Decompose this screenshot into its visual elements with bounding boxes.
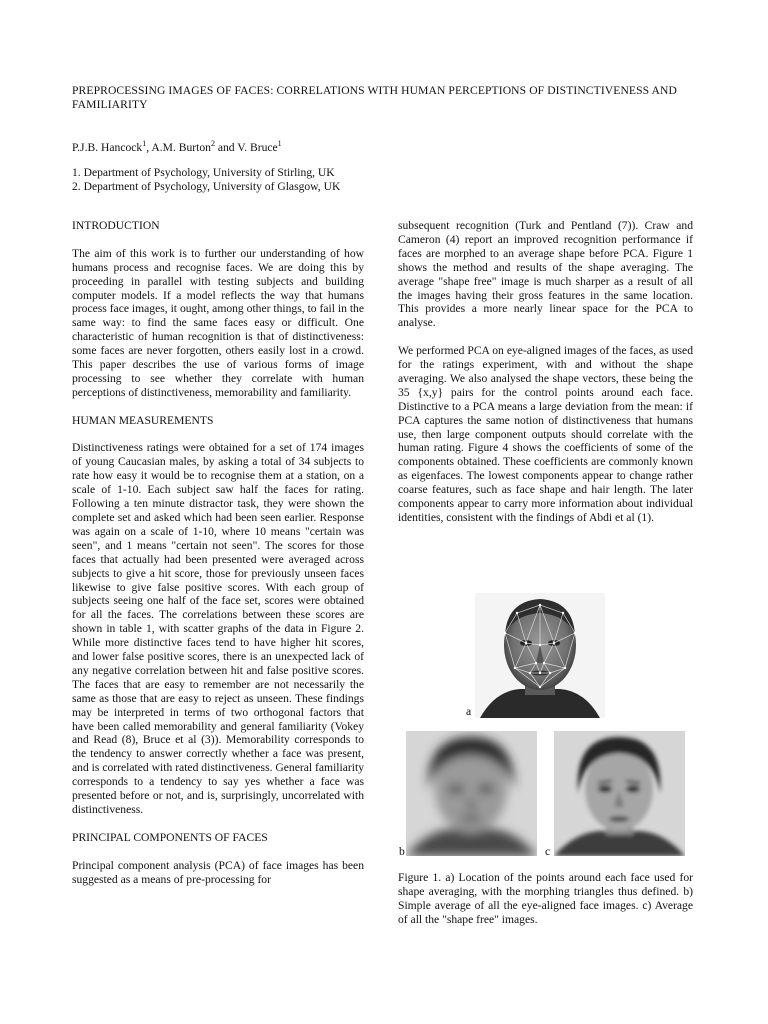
right-column <box>398 219 693 539</box>
shape-free-average-face-illustration <box>554 731 685 856</box>
paper-title: PREPROCESSING IMAGES OF FACES: CORRELATIONS WITH HUMAN PERCEPTIONS OF DISTINCTIVENESS AND FAMILIARITY <box>72 84 677 111</box>
figure-1c-shape-free-average <box>554 731 685 856</box>
figure-label-c: c <box>545 845 551 858</box>
author-affil-mark: 2 <box>210 139 215 148</box>
intro-paragraph: The aim of this work is to further our understanding of how humans process and recognise faces. We are doing this by proceeding in parallel with testing subjects and building computer models. If a model reflects the way that humans process face images, it ought, among other things, to fail in the same way: to find the same faces easy or difficult. One characteristic of human recognition is that of distinctiveness: some faces are never forgotten, others easily lost in a crowd. This paper describes the use of various forms of image processing to see whether they correlate with human perceptions of distinctiveness, memorability and familiarity. <box>72 246 364 399</box>
author-affil-mark: 1 <box>277 139 282 148</box>
affiliation-1: 1. Department of Psychology, University of Stirling, UK <box>72 166 335 179</box>
pca-method-paragraph: We performed PCA on eye-aligned images of the faces, as used for the ratings experiment, with and without the shape averaging. We also analysed the shape vectors, these being the 35 {x,y} pairs for the control points around each face. Distinctive to a PCA means a large deviation from the mean: if PCA captures the same notion of distinctiveness that humans use, then large component outputs should correlate with the human rating. Figure 4 shows the coefficients of some of the components obtained. These coefficients are commonly known as eigenfaces. The lowest components appear to change rather coarse features, such as face shape and hair length. The later components appear to carry more information about individual identities, consistent with the findings of Abdi et al (1). <box>398 344 693 525</box>
human-measurements-paragraph: Distinctiveness ratings were obtained for a set of 174 images of young Caucasian males, by asking a total of 34 subjects to rate how easy it would be to recognise them at a station, on a scale of 1-10. Each subject saw half the faces for rating. Following a ten minute distractor task, they were shown the complete set and asked which had been seen earlier. Response was again on a scale of 1-10, where 10 means "certain was seen", and 1 means "certain not seen". The scores for those faces that actually had been presented were averaged across subjects to give a hit score, those for previously unseen faces likewise to give false positive scores. With each group of subjects seeing one half of the face set, scores were obtained for all the faces. The correlations between these scores are shown in table 1, with scatter graphs of the data in Figure 2. While more distinctive faces tend to have higher hit scores, and lower false positive scores, there is an unexpected lack of any negative correlation between hit and false positive scores. The faces that are easy to remember are not necessarily the same as those that are easy to reject as unseen. These findings may be interpreted in terms of two orthogonal factors that have been called memorability and general familiarity (Vokey and Read (8), Bruce et al (3)). Memorability corresponds to the tendency to answer correctly whether a face was present, and is correlated with rated distinctiveness. General familiarity corresponds to a tendency to say yes whether a face was presented before or not, and is, surprisingly, uncorrelated with distinctiveness. <box>72 441 364 817</box>
author-sep: , <box>146 140 152 154</box>
author-name: A.M. Burton <box>151 140 211 154</box>
author-line <box>72 137 282 155</box>
author-name: P.J.B. Hancock <box>72 140 143 154</box>
affiliation-2: 2. Department of Psychology, University of Glasgow, UK <box>72 180 341 193</box>
author-sep: and <box>214 140 238 154</box>
blurry-average-face-illustration <box>406 731 537 856</box>
section-heading-human-measurements: HUMAN MEASUREMENTS <box>72 413 214 427</box>
section-heading-principal-components: PRINCIPAL COMPONENTS OF FACES <box>72 830 268 844</box>
pca-continued-paragraph: subsequent recognition (Turk and Pentland (7)). Craw and Cameron (4) report an improved recognition performance if faces are morphed to an average shape before PCA. Figure 1 shows the method and results of the shape averaging. The average "shape free" image is much sharper as a result of all the images having their gross features in the same location. This provides a more nearly linear space for the PCA to analyse. <box>398 219 693 330</box>
figure-label-b: b <box>399 845 405 858</box>
author-affil-mark: 1 <box>142 139 147 148</box>
figure-label-a: a <box>466 705 472 718</box>
left-column <box>72 219 364 900</box>
figure-1-caption: Figure 1. a) Location of the points around each face used for shape averaging, with the morphing triangles thus defined. b) Simple average of all the eye-aligned face images. c) Average of all the "shape free" images. <box>398 871 693 926</box>
section-heading-introduction: INTRODUCTION <box>72 219 160 232</box>
figure-1b-simple-average <box>406 731 537 856</box>
figure-1a-mesh-face <box>475 593 605 718</box>
pca-paragraph: Principal component analysis (PCA) of face images has been suggested as a means of pre-processing for <box>72 858 364 886</box>
author-name: V. Bruce <box>237 140 278 154</box>
affiliations <box>72 166 340 194</box>
mesh-face-illustration <box>475 593 605 718</box>
